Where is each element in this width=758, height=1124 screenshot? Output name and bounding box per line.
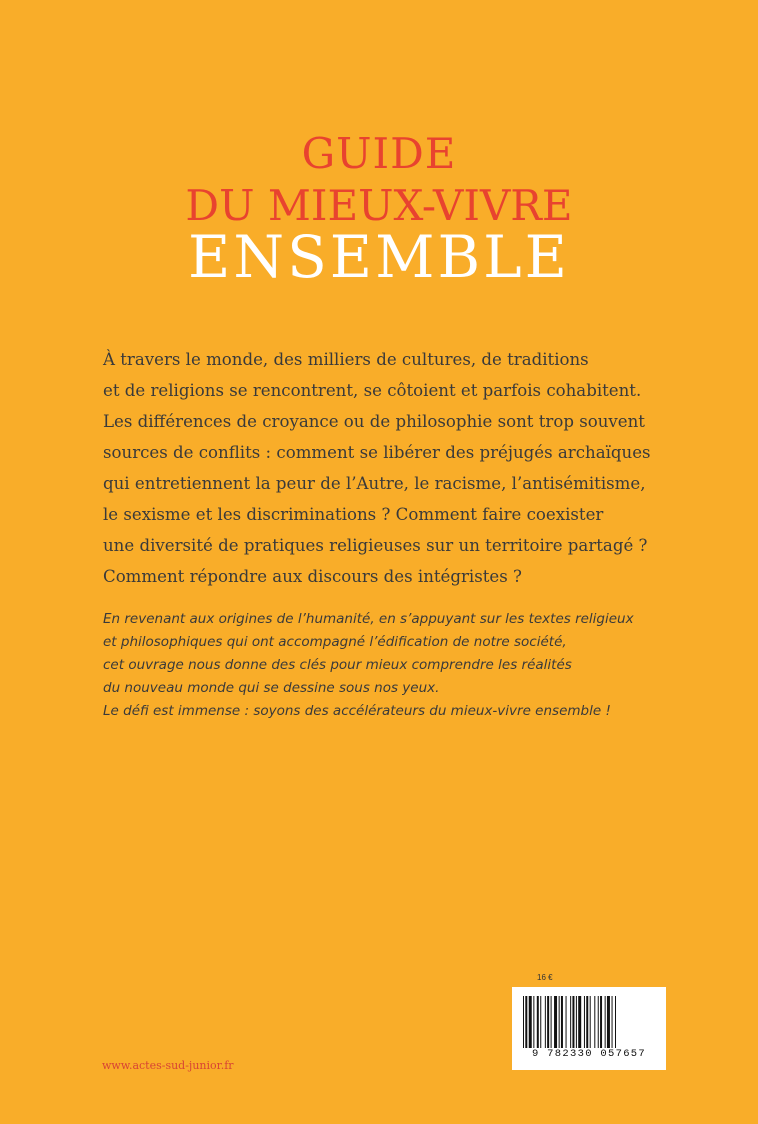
- title-line-mieux-vivre: DU MIEUX-VIVRE: [185, 181, 573, 230]
- blurb-line: du nouveau monde qui se dessine sous nos yeux.: [103, 680, 440, 696]
- barcode-bar: [612, 996, 613, 1048]
- intro-line: Les différences de croyance ou de philosophie sont trop souvent: [103, 412, 645, 431]
- blurb-line: cet ouvrage nous donne des clés pour mieux comprendre les réalités: [103, 657, 572, 673]
- barcode-bar: [584, 996, 585, 1048]
- barcode-bar: [576, 996, 577, 1048]
- barcode-bar: [566, 996, 567, 1048]
- title-line-ensemble: ENSEMBLE: [187, 223, 571, 291]
- barcode-bar: [554, 996, 557, 1048]
- barcode-bar: [533, 996, 534, 1048]
- barcode-bar: [545, 996, 546, 1048]
- barcode-bar: [547, 996, 549, 1048]
- isbn-number: 9 782330 057657: [531, 1048, 646, 1060]
- blurb-line: et philosophiques qui ont accompagné l’édification de notre société,: [103, 634, 567, 650]
- intro-line: À travers le monde, des milliers de cultures, de traditions: [103, 350, 589, 369]
- barcode-bar: [578, 996, 581, 1048]
- barcode-bar: [523, 996, 524, 1048]
- intro-line: une diversité de pratiques religieuses sur un territoire partagé ?: [103, 536, 648, 555]
- barcode-bar: [586, 996, 588, 1048]
- intro-line: qui entretiennent la peur de l’Autre, le racisme, l’antisémitisme,: [103, 474, 646, 493]
- blurb-line: En revenant aux origines de l’humanité, en s’appuyant sur les textes religieux: [103, 611, 634, 627]
- barcode-bar: [598, 996, 599, 1048]
- barcode-bars: [523, 996, 655, 1048]
- barcode-bar: [551, 996, 552, 1048]
- barcode-bar: [529, 996, 532, 1048]
- barcode-bar: [572, 996, 574, 1048]
- blurb-paragraph: [103, 608, 733, 723]
- barcode-bar: [590, 996, 591, 1048]
- barcode-bar: [559, 996, 560, 1048]
- barcode-bar: [561, 996, 563, 1048]
- intro-line: sources de conflits : comment se libérer des préjugés archaïques: [103, 443, 651, 462]
- intro-line: Comment répondre aux discours des intégristes ?: [103, 567, 522, 586]
- website-link[interactable]: www.actes-sud-junior.fr: [102, 1059, 234, 1072]
- intro-line: et de religions se rencontrent, se côtoient et parfois cohabitent.: [103, 381, 642, 400]
- title-line-guide: GUIDE: [301, 129, 457, 178]
- price-label: 16 €: [537, 973, 553, 982]
- barcode-bar: [540, 996, 541, 1048]
- barcode-bar: [605, 996, 606, 1048]
- barcode-bar: [600, 996, 602, 1048]
- blurb-line: Le défi est immense : soyons des accélérateurs du mieux-vivre ensemble !: [103, 703, 611, 719]
- barcode-bar: [607, 996, 610, 1048]
- barcode-bar: [570, 996, 571, 1048]
- intro-line: le sexisme et les discriminations ? Comment faire coexister: [103, 505, 604, 524]
- barcode-bar: [594, 996, 595, 1048]
- barcode-bar: [525, 996, 527, 1048]
- barcode: [512, 987, 666, 1070]
- intro-paragraph: [103, 344, 723, 592]
- barcode-bar: [537, 996, 539, 1048]
- barcode-bar: [615, 996, 616, 1048]
